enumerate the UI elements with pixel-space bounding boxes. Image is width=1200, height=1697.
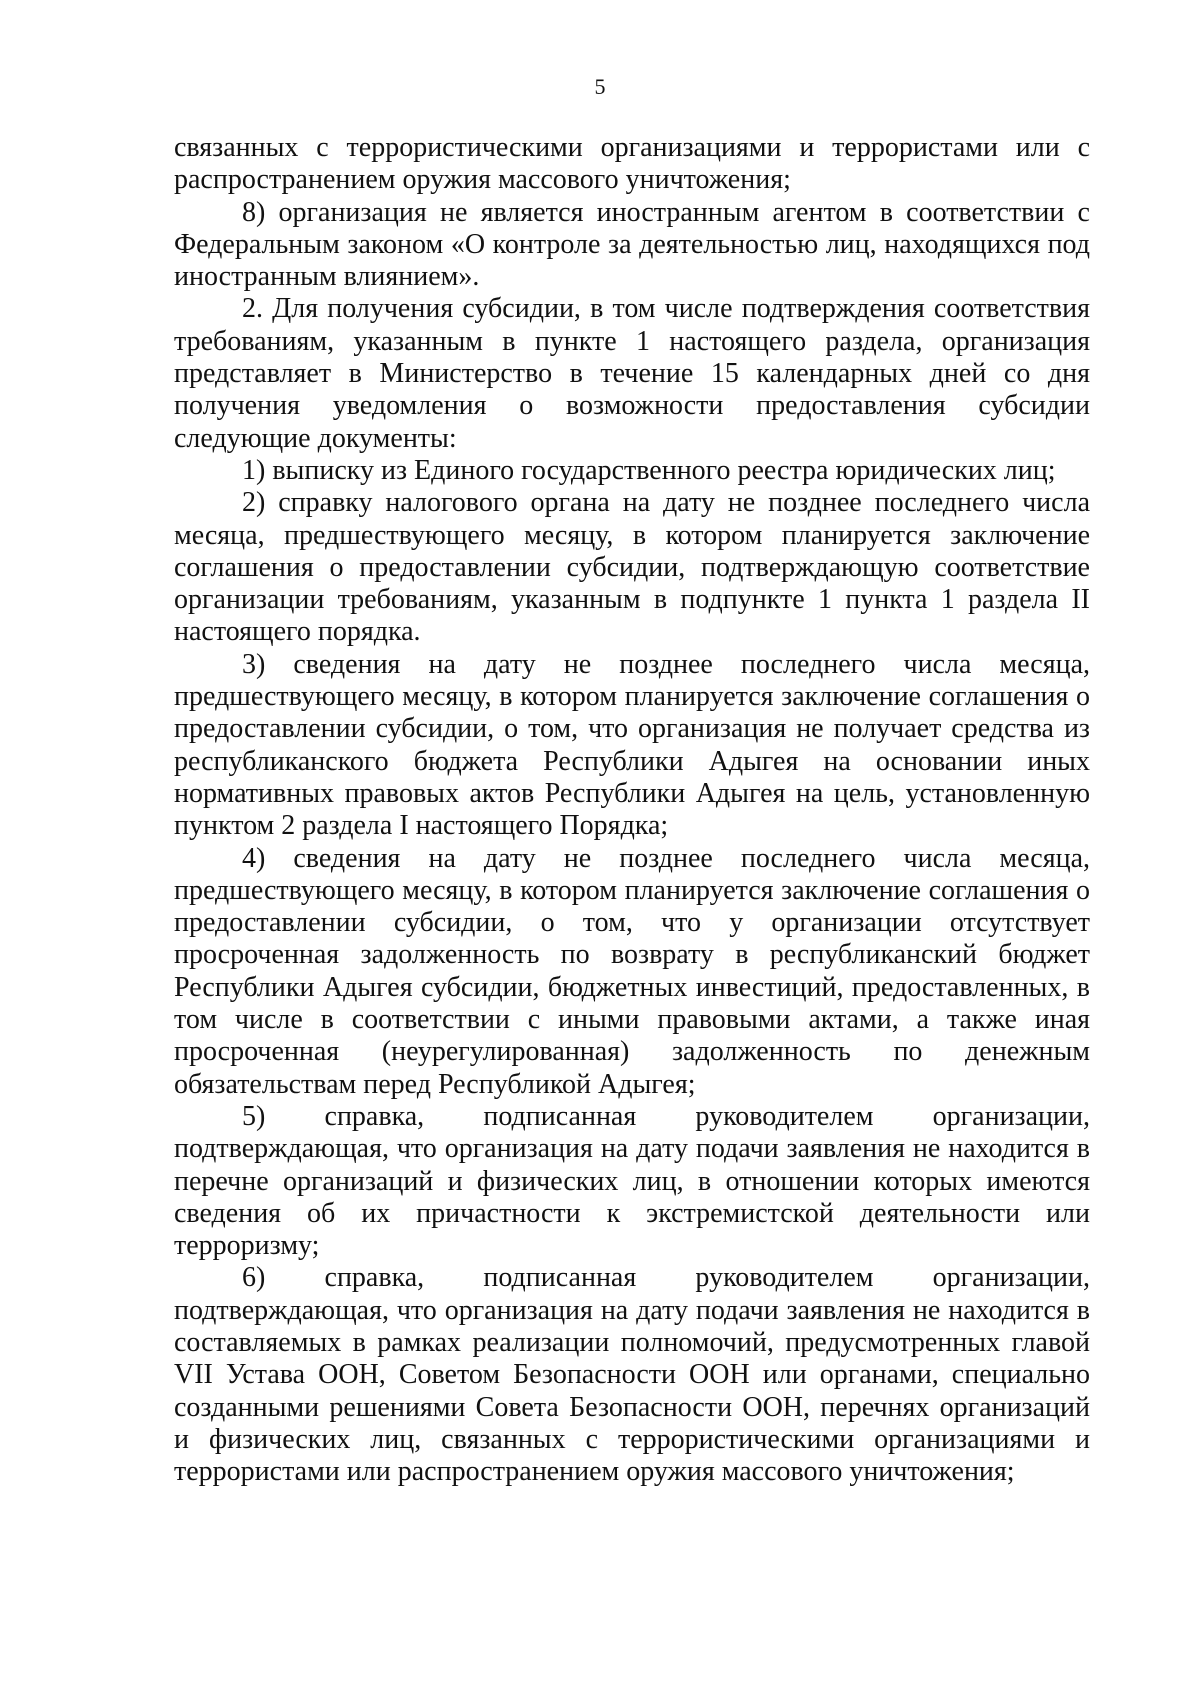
paragraph-continuation: связанных с террористическими организациями и террористами или с распространением оружия массового уничтожения; <box>174 132 1090 196</box>
document-body <box>174 132 1090 1488</box>
paragraph-doc-4: 4) сведения на дату не позднее последнего числа месяца, предшествующего месяцу, в котором планируется заключение соглашения о предоставлении субсидии, о том, что у организации отсутствует просроченная задолженность по возврату в республиканский бюджет Республики Адыгея субсидии, бюджетных инвестиций, предоставленных, в том числе в соответствии с иными правовыми актами, а также иная просроченная (неурегулированная) задолженность по денежным обязательствам перед Республикой Адыгея; <box>174 842 1090 1100</box>
paragraph-doc-3: 3) сведения на дату не позднее последнего числа месяца, предшествующего месяцу, в котором планируется заключение соглашения о предоставлении субсидии, о том, что организация не получает средства из республиканского бюджета Республики Адыгея на основании иных нормативных правовых актов Республики Адыгея на цель, установленную пунктом 2 раздела I настоящего Порядка; <box>174 648 1090 842</box>
paragraph-doc-6: 6) справка, подписанная руководителем организации, подтверждающая, что организация на дату подачи заявления не находится в составляемых в рамках реализации полномочий, предусмотренных главой VII Устава ООН, Советом Безопасности ООН или органами, специально созданными решениями Совета Безопасности ООН, перечнях организаций и физических лиц, связанных с террористическими организациями и террористами или распространением оружия массового уничтожения; <box>174 1262 1090 1488</box>
paragraph-doc-5: 5) справка, подписанная руководителем организации, подтверждающая, что организация на дату подачи заявления не находится в перечне организаций и физических лиц, в отношении которых имеются сведения об их причастности к экстремистской деятельности или терроризму; <box>174 1100 1090 1262</box>
paragraph-doc-2: 2) справку налогового органа на дату не позднее последнего числа месяца, предшествующего месяцу, в котором планируется заключение соглашения о предоставлении субсидии, подтверждающую соответствие организации требованиям, указанным в подпункте 1 пункта 1 раздела II настоящего порядка. <box>174 487 1090 648</box>
paragraph-section-2: 2. Для получения субсидии, в том числе подтверждения соответствия требованиям, указанным в пункте 1 настоящего раздела, организация представляет в Министерство в течение 15 календарных дней со дня получения уведомления о возможности предоставления субсидии следующие документы: <box>174 293 1090 454</box>
paragraph-doc-1: 1) выписку из Единого государственного реестра юридических лиц; <box>242 454 1056 486</box>
paragraph-item-8: 8) организация не является иностранным агентом в соответствии с Федеральным законом «О контроле за деятельностью лиц, находящихся под иностранным влиянием». <box>174 196 1090 293</box>
page-number: 5 <box>594 74 606 99</box>
